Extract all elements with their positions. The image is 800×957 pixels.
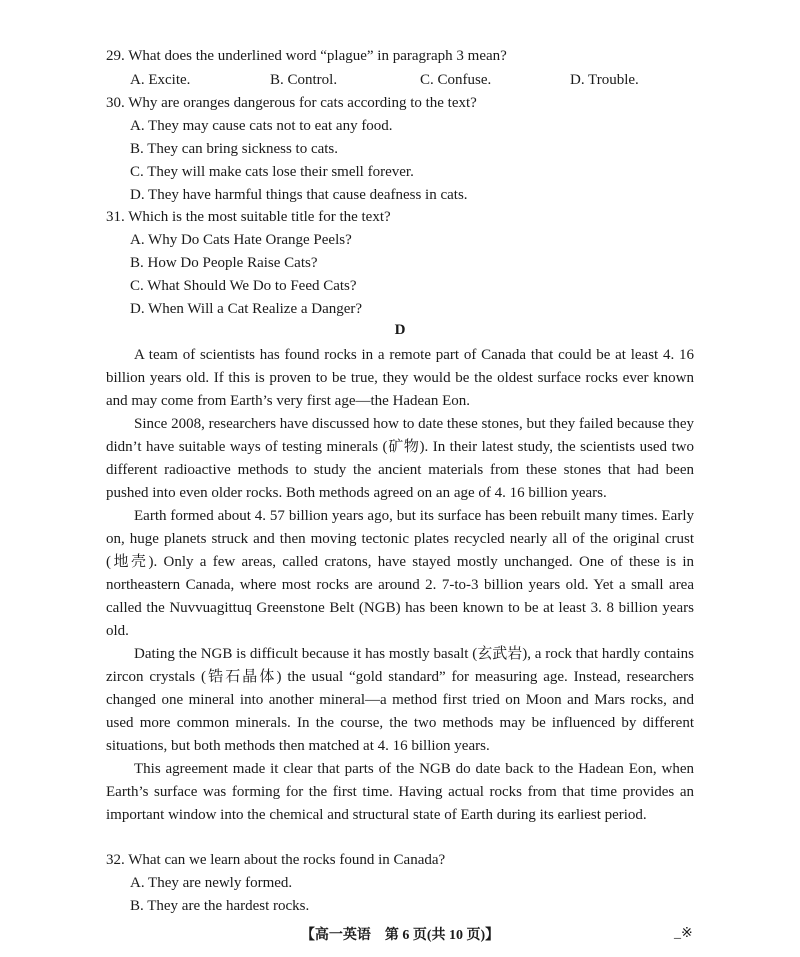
- paragraph-text: Since 2008, researchers have discussed how to date these stones, but they failed because they didn’t have suitable ways of testing minerals (矿物). In their latest study, the scientists used two different radioactive methods to study the ancient materials from these stones that had been pushed into even older rocks. Both methods agreed on an age of 4. 16 billion years.: [106, 416, 694, 501]
- paragraph-text: This agreement made it clear that parts of the NGB do date back to the Hadean Eon, when Earth’s surface was forming for the first time. Having actual rocks from that time provides an important window into the chemical and structural state of Earth during its earliest period.: [106, 761, 694, 823]
- option-31-b: B. How Do People Raise Cats?: [130, 255, 318, 271]
- option-29-a: A. Excite.: [130, 72, 191, 88]
- option-32-b: B. They are the hardest rocks.: [130, 898, 310, 914]
- paragraph-text: Dating the NGB is difficult because it has mostly basalt (玄武岩), a rock that hardly contains zircon crystals (锆石晶体) the usual “gold standard” for measuring age. Instead, researchers changed one mineral into another mineral—a method first tried on Moon and Mars rocks, and used more common minerals. In the course, the two methods may be influenced by different situations, but both methods then matched at 4. 16 billion years.: [106, 646, 694, 754]
- question-29-options: [0, 70, 800, 90]
- question-31: 31. Which is the most suitable title for the text?: [106, 209, 391, 225]
- option-31-a: A. Why Do Cats Hate Orange Peels?: [130, 232, 352, 248]
- passage-paragraph-1: [106, 344, 694, 413]
- paragraph-text: A team of scientists has found rocks in a remote part of Canada that could be at least 4. 16 billion years old. If this is proven to be true, they would be the oldest surface rocks ever known and may come from Earth’s very first age—the Hadean Eon.: [106, 347, 694, 409]
- option-30-b: B. They can bring sickness to cats.: [130, 141, 339, 157]
- corner-mark: _※: [674, 926, 693, 941]
- question-32: 32. What can we learn about the rocks found in Canada?: [106, 852, 446, 868]
- option-29-d: D. Trouble.: [570, 72, 639, 88]
- option-30-c: C. They will make cats lose their smell forever.: [130, 164, 414, 180]
- passage-paragraph-4: [106, 643, 694, 758]
- page-footer: 【高一英语 第 6 页(共 10 页)】: [300, 928, 500, 943]
- option-31-d: D. When Will a Cat Realize a Danger?: [130, 301, 363, 317]
- option-29-b: B. Control.: [270, 72, 338, 88]
- paragraph-text: Earth formed about 4. 57 billion years ago, but its surface has been rebuilt many times. Early on, huge planets struck and then moving tectonic plates recycled nearly all of the original crust (地壳). Only a few areas, called cratons, have stayed mostly unchanged. One of these is in northeastern Canada, where most rocks are around 2. 7-to-3 billion years old. Yet a small area called the Nuvvuagittuq Greenstone Belt (NGB) has been known to be at least 3. 8 billion years old.: [106, 508, 694, 639]
- question-30: 30. Why are oranges dangerous for cats according to the text?: [106, 95, 477, 111]
- option-29-c: C. Confuse.: [420, 72, 492, 88]
- option-30-a: A. They may cause cats not to eat any food.: [130, 118, 393, 134]
- passage-paragraph-3: [106, 505, 694, 643]
- option-31-c: C. What Should We Do to Feed Cats?: [130, 278, 357, 294]
- option-32-a: A. They are newly formed.: [130, 875, 293, 891]
- section-heading: D: [394, 322, 406, 338]
- question-29: 29. What does the underlined word “plague” in paragraph 3 mean?: [106, 48, 507, 64]
- passage-paragraph-2: [106, 413, 694, 505]
- option-30-d: D. They have harmful things that cause deafness in cats.: [130, 187, 468, 203]
- passage-paragraph-5: [106, 758, 694, 827]
